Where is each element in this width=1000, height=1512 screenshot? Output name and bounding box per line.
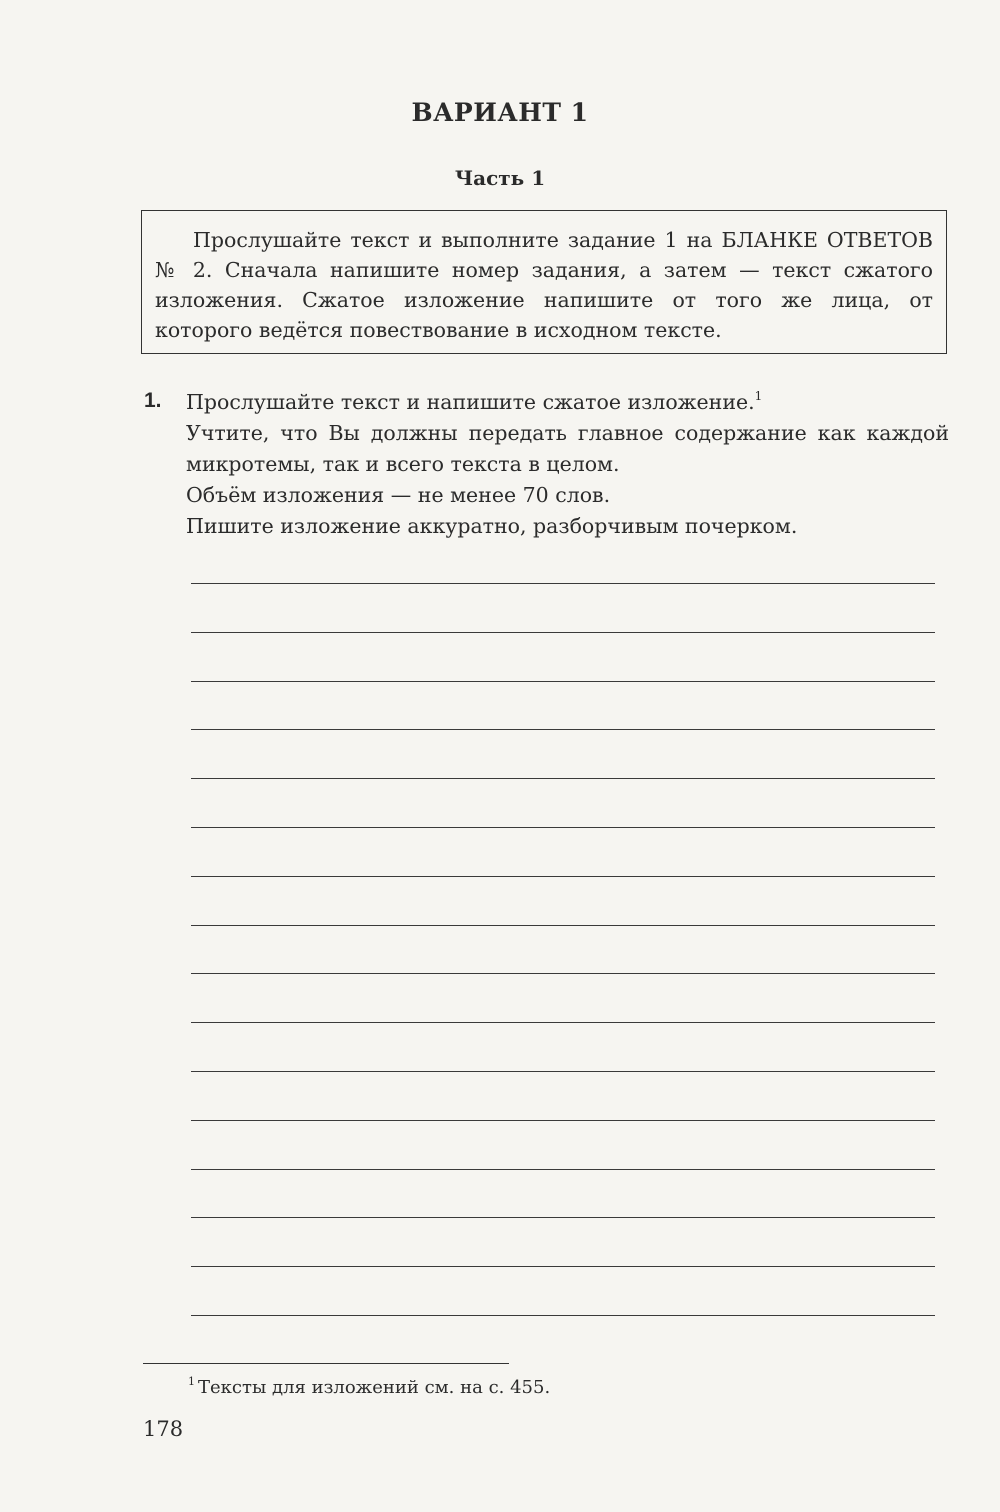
answer-line[interactable]	[191, 729, 935, 730]
task-line-3: Объём изложения — не менее 70 слов.	[186, 483, 611, 507]
variant-title: ВАРИАНТ 1	[411, 98, 589, 127]
answer-line[interactable]	[191, 1022, 935, 1023]
footnote-text: Тексты для изложений см. на с. 455.	[198, 1377, 551, 1398]
footnote-divider	[143, 1363, 509, 1364]
answer-line[interactable]	[191, 1071, 935, 1072]
instruction-box	[141, 210, 947, 354]
task-line-2: Учтите, что Вы должны передать главное содержание как каждой микротемы, так и всего текста в целом.	[186, 421, 949, 476]
task-line-4: Пишите изложение аккуратно, разборчивым почерком.	[186, 514, 798, 538]
answer-line[interactable]	[191, 1315, 935, 1316]
task-line-1	[186, 387, 949, 418]
footnote	[188, 1377, 550, 1398]
answer-line[interactable]	[191, 1169, 935, 1170]
answer-line[interactable]	[191, 827, 935, 828]
answer-line[interactable]	[191, 1266, 935, 1267]
answer-line[interactable]	[191, 1217, 935, 1218]
footnote-reference: 1	[754, 389, 763, 403]
answer-line[interactable]	[191, 632, 935, 633]
footnote-mark: 1	[188, 1375, 195, 1388]
page-number: 178	[143, 1417, 184, 1441]
answer-line[interactable]	[191, 778, 935, 779]
task-line-1-text: Прослушайте текст и напишите сжатое изложение.	[186, 390, 755, 414]
answer-line[interactable]	[191, 876, 935, 877]
answer-line[interactable]	[191, 681, 935, 682]
answer-line[interactable]	[191, 583, 935, 584]
part-title: Часть 1	[454, 166, 546, 190]
task-body	[186, 387, 949, 542]
task-number: 1.	[144, 389, 162, 412]
instruction-text: Прослушайте текст и выполните задание 1 на БЛАНКЕ ОТВЕТОВ № 2. Сначала напишите номер задания, а затем — текст сжатого изложения. Сжатое изложение напишите от того же лица, от которого ведётся повествование в исходном тексте.	[155, 228, 933, 342]
answer-line[interactable]	[191, 1120, 935, 1121]
answer-line[interactable]	[191, 973, 935, 974]
answer-line[interactable]	[191, 925, 935, 926]
